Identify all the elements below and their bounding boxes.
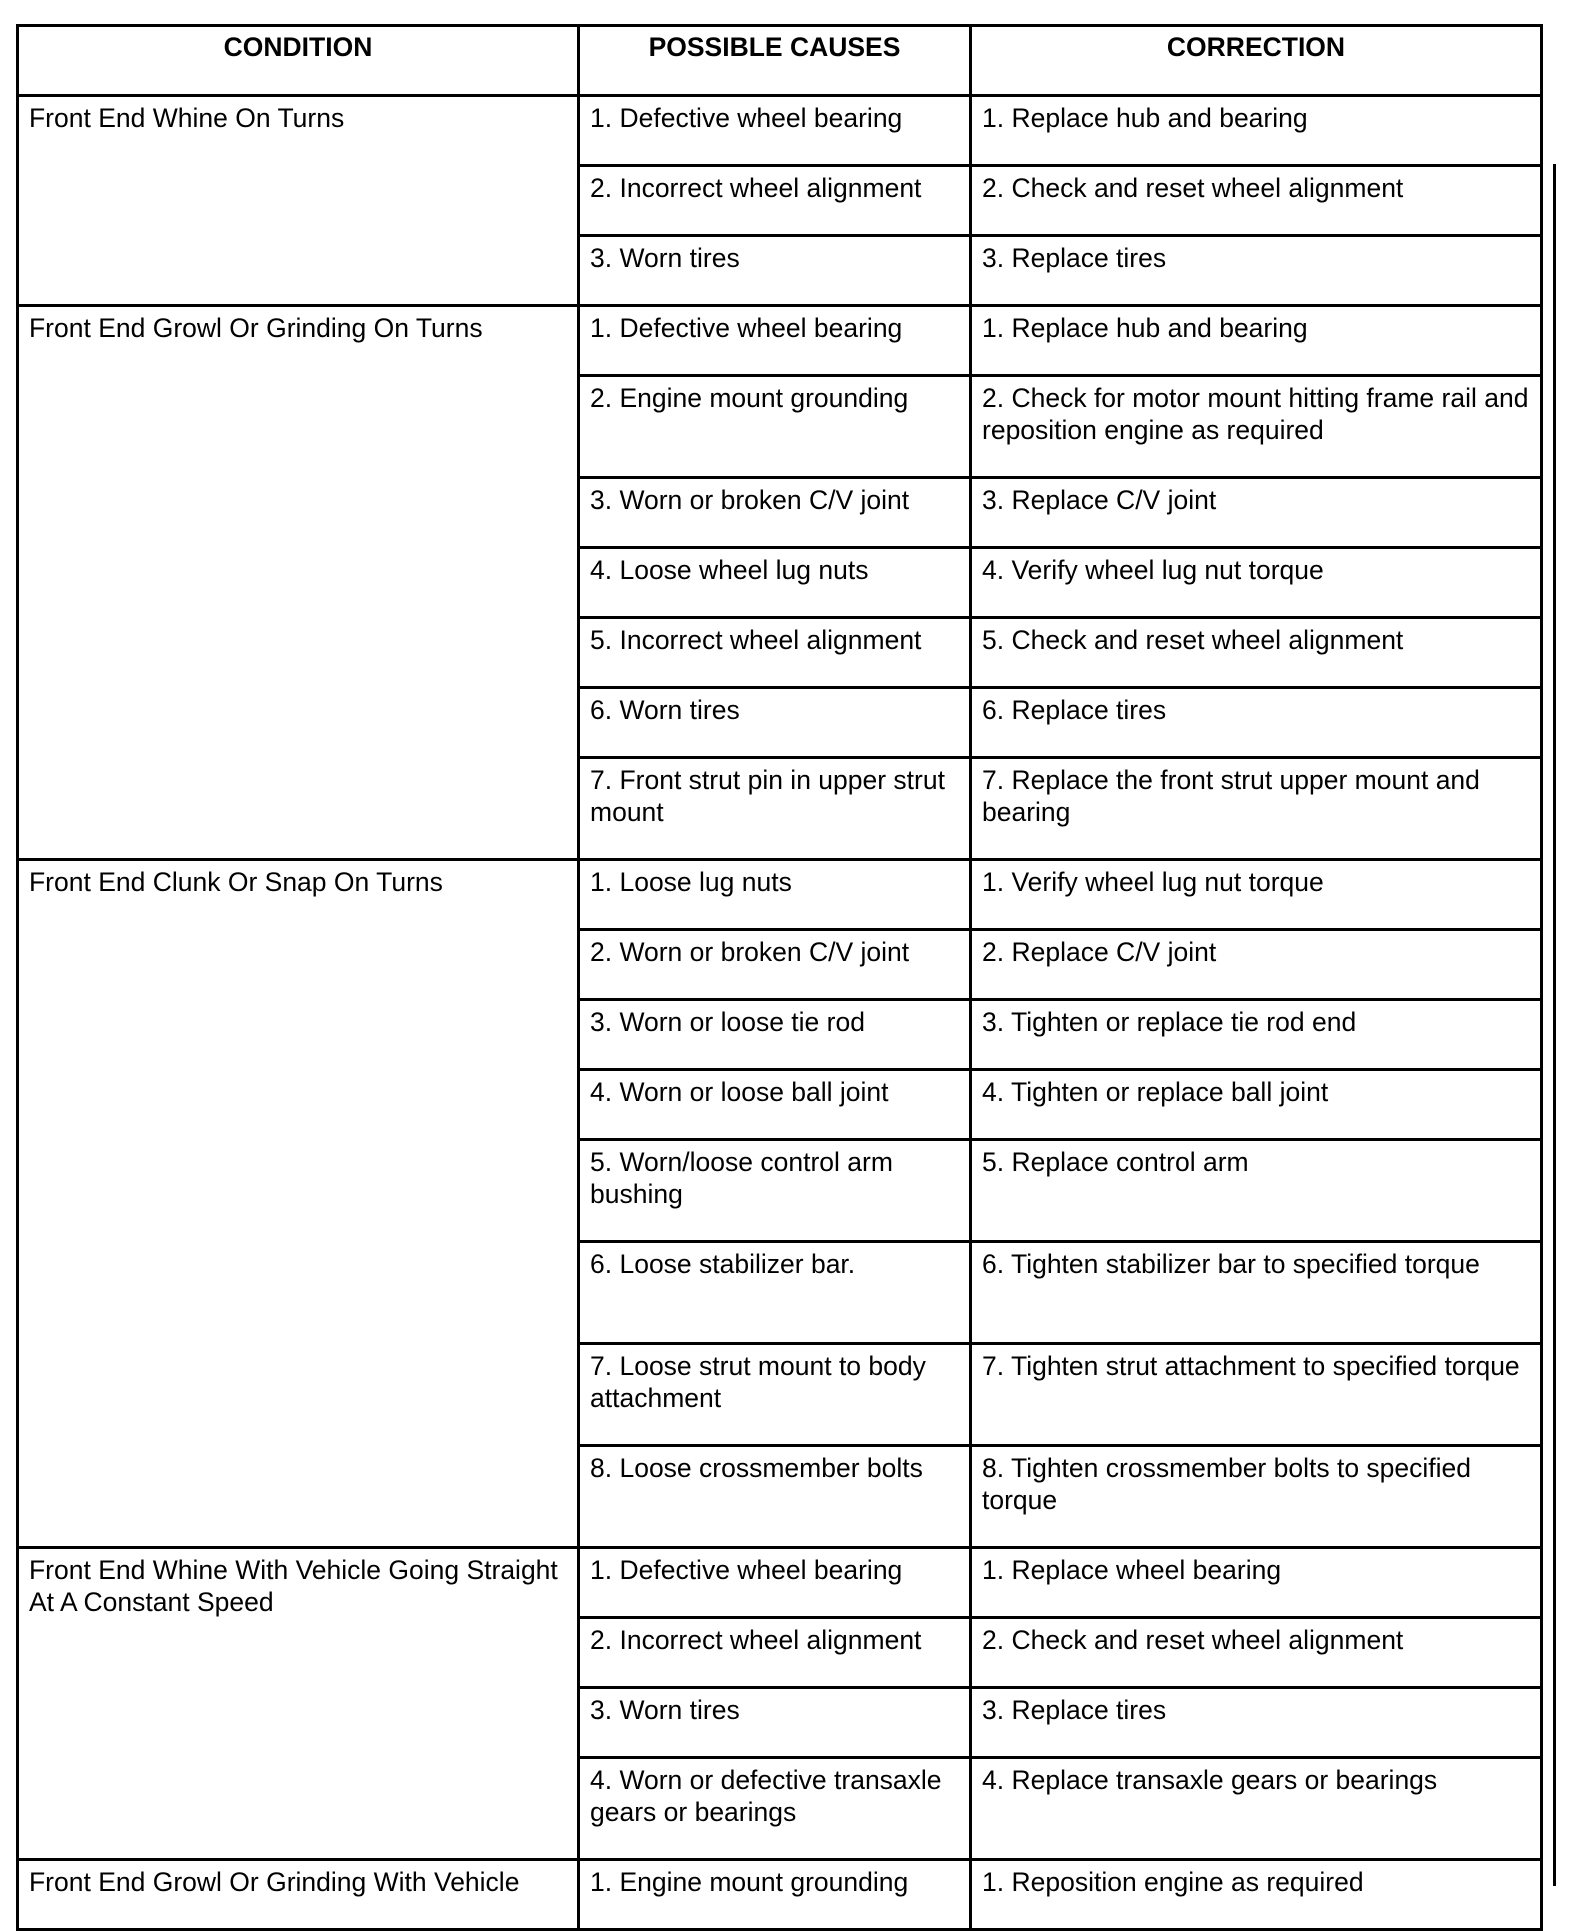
condition-cell: Front End Growl Or Grinding On Turns xyxy=(18,306,579,860)
condition-cell: Front End Whine With Vehicle Going Straight At A Constant Speed xyxy=(18,1548,579,1860)
diagnosis-table xyxy=(16,24,1543,1931)
possible-cause-cell: 7. Front strut pin in upper strut mount xyxy=(579,758,971,860)
possible-cause-cell: 2. Engine mount grounding xyxy=(579,376,971,478)
possible-cause-cell: 1. Defective wheel bearing xyxy=(579,306,971,376)
table-row xyxy=(18,96,1542,166)
correction-cell: 1. Verify wheel lug nut torque xyxy=(971,860,1542,930)
correction-cell: 2. Check and reset wheel alignment xyxy=(971,1618,1542,1688)
table-row xyxy=(18,1860,1542,1930)
condition-cell: Front End Growl Or Grinding With Vehicle xyxy=(18,1860,579,1930)
possible-cause-cell: 2. Worn or broken C/V joint xyxy=(579,930,971,1000)
correction-cell: 2. Replace C/V joint xyxy=(971,930,1542,1000)
table-shadow-line xyxy=(1553,164,1556,1886)
column-header-correction: CORRECTION xyxy=(971,26,1542,96)
possible-cause-cell: 4. Loose wheel lug nuts xyxy=(579,548,971,618)
possible-cause-cell: 4. Worn or loose ball joint xyxy=(579,1070,971,1140)
correction-cell: 1. Replace hub and bearing xyxy=(971,96,1542,166)
condition-cell: Front End Clunk Or Snap On Turns xyxy=(18,860,579,1548)
possible-cause-cell: 3. Worn or loose tie rod xyxy=(579,1000,971,1070)
correction-cell: 8. Tighten crossmember bolts to specified torque xyxy=(971,1446,1542,1548)
possible-cause-cell: 1. Engine mount grounding xyxy=(579,1860,971,1930)
correction-cell: 3. Replace tires xyxy=(971,236,1542,306)
correction-cell: 6. Replace tires xyxy=(971,688,1542,758)
possible-cause-cell: 6. Worn tires xyxy=(579,688,971,758)
possible-cause-cell: 2. Incorrect wheel alignment xyxy=(579,166,971,236)
table-row xyxy=(18,860,1542,930)
possible-cause-cell: 8. Loose crossmember bolts xyxy=(579,1446,971,1548)
possible-cause-cell: 5. Worn/loose control arm bushing xyxy=(579,1140,971,1242)
correction-cell: 6. Tighten stabilizer bar to specified torque xyxy=(971,1242,1542,1344)
possible-cause-cell: 3. Worn tires xyxy=(579,1688,971,1758)
correction-cell: 3. Replace tires xyxy=(971,1688,1542,1758)
correction-cell: 7. Replace the front strut upper mount and bearing xyxy=(971,758,1542,860)
correction-cell: 1. Replace wheel bearing xyxy=(971,1548,1542,1618)
table-row xyxy=(18,1548,1542,1618)
correction-cell: 7. Tighten strut attachment to specified torque xyxy=(971,1344,1542,1446)
possible-cause-cell: 2. Incorrect wheel alignment xyxy=(579,1618,971,1688)
correction-cell: 4. Replace transaxle gears or bearings xyxy=(971,1758,1542,1860)
possible-cause-cell: 3. Worn or broken C/V joint xyxy=(579,478,971,548)
condition-cell: Front End Whine On Turns xyxy=(18,96,579,306)
column-header-condition: CONDITION xyxy=(18,26,579,96)
header-row xyxy=(18,26,1542,96)
possible-cause-cell: 1. Defective wheel bearing xyxy=(579,1548,971,1618)
possible-cause-cell: 7. Loose strut mount to body attachment xyxy=(579,1344,971,1446)
possible-cause-cell: 4. Worn or defective transaxle gears or bearings xyxy=(579,1758,971,1860)
correction-cell: 1. Replace hub and bearing xyxy=(971,306,1542,376)
correction-cell: 2. Check and reset wheel alignment xyxy=(971,166,1542,236)
possible-cause-cell: 3. Worn tires xyxy=(579,236,971,306)
correction-cell: 5. Replace control arm xyxy=(971,1140,1542,1242)
table-row xyxy=(18,306,1542,376)
table-body xyxy=(18,96,1542,1930)
column-header-possible-causes: POSSIBLE CAUSES xyxy=(579,26,971,96)
correction-cell: 4. Tighten or replace ball joint xyxy=(971,1070,1542,1140)
correction-cell: 1. Reposition engine as required xyxy=(971,1860,1542,1930)
correction-cell: 2. Check for motor mount hitting frame rail and reposition engine as required xyxy=(971,376,1542,478)
correction-cell: 4. Verify wheel lug nut torque xyxy=(971,548,1542,618)
possible-cause-cell: 6. Loose stabilizer bar. xyxy=(579,1242,971,1344)
possible-cause-cell: 1. Loose lug nuts xyxy=(579,860,971,930)
possible-cause-cell: 5. Incorrect wheel alignment xyxy=(579,618,971,688)
correction-cell: 3. Tighten or replace tie rod end xyxy=(971,1000,1542,1070)
possible-cause-cell: 1. Defective wheel bearing xyxy=(579,96,971,166)
correction-cell: 3. Replace C/V joint xyxy=(971,478,1542,548)
correction-cell: 5. Check and reset wheel alignment xyxy=(971,618,1542,688)
